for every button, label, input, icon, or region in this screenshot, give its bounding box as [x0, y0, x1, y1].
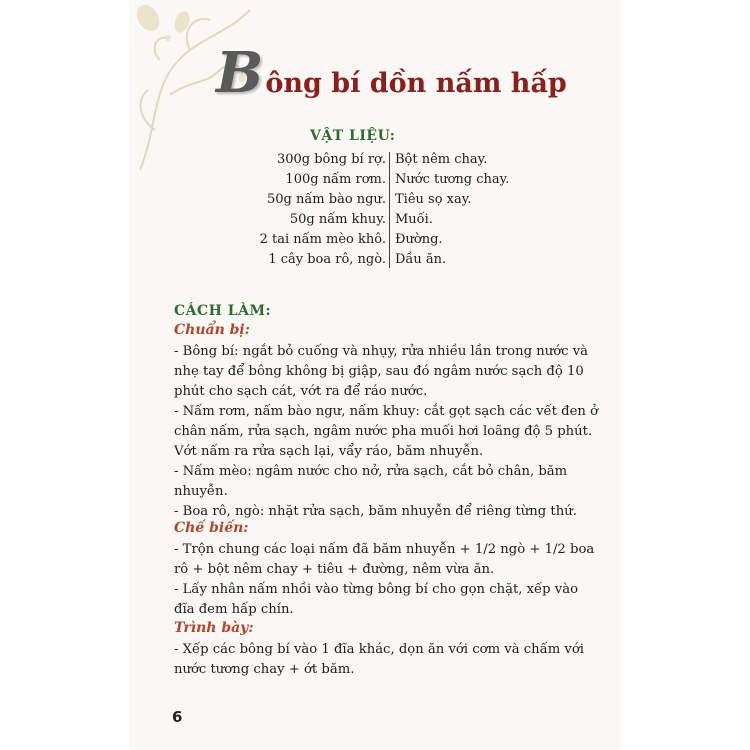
serve-heading: Trình bày:: [174, 620, 254, 636]
prep-paragraph: [174, 342, 599, 522]
text-line: nhuyễn.: [174, 484, 228, 499]
ingredient-item: Bột nêm chay.: [395, 152, 488, 167]
ingredient-item: Nước tương chay.: [395, 172, 510, 187]
method-heading: CÁCH LÀM:: [174, 303, 272, 319]
ingredient-item: Dầu ăn.: [395, 252, 447, 267]
ingredient-row: [250, 210, 520, 230]
ingredient-item: 300g bông bí rợ.: [276, 152, 386, 167]
text-line: đĩa đem hấp chín.: [174, 602, 294, 617]
ingredient-row: [250, 230, 520, 250]
cook-paragraph: [174, 540, 594, 620]
page-number: 6: [172, 708, 183, 726]
ingredient-item: Muối.: [395, 212, 433, 227]
text-line: nhẹ tay để bông không bị giập, sau đó ngâm nước sạch độ 10: [174, 364, 584, 379]
prep-heading: Chuẩn bị:: [174, 322, 250, 338]
text-line: chân nấm, rửa sạch, ngâm nước pha muối hơi loãng độ 5 phút.: [174, 424, 593, 439]
title-drop-cap: B: [216, 40, 264, 106]
ingredient-item: 100g nấm rơm.: [285, 172, 386, 187]
text-line: rô + bột nêm chay + tiêu + đường, nêm vừa ăn.: [174, 562, 495, 577]
text-line: phút cho sạch cát, vớt ra để ráo nước.: [174, 384, 428, 399]
recipe-title: [216, 40, 567, 106]
serve-paragraph: [174, 640, 594, 680]
ingredients-heading: VẬT LIỆU:: [310, 128, 396, 144]
text-line: - Boa rô, ngò: nhặt rửa sạch, băm nhuyễn để riêng từng thứ.: [174, 504, 577, 519]
ingredient-item: 2 tai nấm mèo khô.: [259, 232, 386, 247]
text-line: - Xếp các bông bí vào 1 đĩa khác, dọn ăn với cơm và chấm với: [174, 642, 585, 657]
text-line: - Bông bí: ngắt bỏ cuống và nhụy, rửa nhiều lần trong nước và: [174, 344, 589, 359]
ingredient-item: 50g nấm bào ngư.: [266, 192, 386, 207]
ingredients-list: [250, 150, 520, 270]
ingredient-item: 50g nấm khuy.: [289, 212, 386, 227]
title-text: ông bí dồn nấm hấp: [265, 68, 567, 99]
text-line: - Nấm rơm, nấm bào ngư, nấm khuy: cắt gọt sạch các vết đen ở: [174, 404, 599, 419]
ingredient-item: 1 cây boa rô, ngò.: [268, 252, 386, 267]
text-line: - Nấm mèo: ngâm nước cho nở, rửa sạch, cắt bỏ chân, băm: [174, 464, 568, 479]
text-line: nước tương chay + ớt băm.: [174, 662, 355, 677]
ingredient-item: Tiêu sọ xay.: [395, 192, 472, 207]
text-line: - Trộn chung các loại nấm đã băm nhuyễn + 1/2 ngò + 1/2 boa: [174, 542, 595, 557]
text-line: - Lấy nhân nấm nhồi vào từng bông bí cho gọn chặt, xếp vào: [174, 582, 579, 597]
ingredient-row: [250, 250, 520, 270]
cook-heading: Chế biến:: [174, 520, 249, 536]
book-page: [130, 0, 620, 750]
ingredient-item: Đường.: [395, 232, 443, 247]
ingredient-row: [250, 190, 520, 210]
text-line: Vớt nấm ra rửa sạch lại, vẩy ráo, băm nhuyễn.: [174, 444, 484, 459]
ingredient-row: [250, 150, 520, 170]
ingredient-row: [250, 170, 520, 190]
